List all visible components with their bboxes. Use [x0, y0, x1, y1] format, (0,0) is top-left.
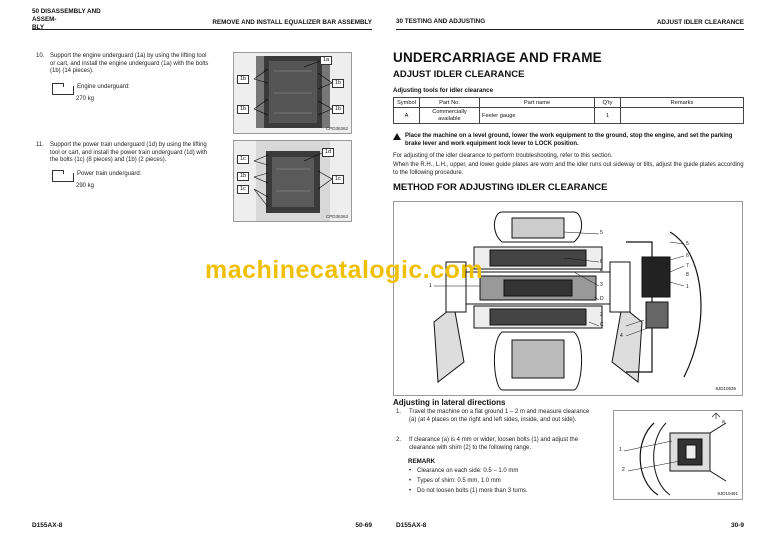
idler-lateral-figure [613, 410, 743, 500]
paragraph: When the R.H., L.H., upper, and lower guide plates are worn and the idler runs out sideway or tilts, adjust the guide plates according to the following procedure. [393, 162, 744, 176]
figure-label: D [600, 296, 604, 302]
label-1b: 1b [237, 105, 249, 114]
left-footer-page: 50-69 [355, 522, 372, 529]
section-subtitle: ADJUST IDLER CLEARANCE [393, 69, 525, 80]
idler-assembly-figure [393, 201, 743, 396]
list-number: 2. [396, 437, 402, 443]
label-1a: 1a [320, 56, 332, 65]
label-1b: 1b [332, 79, 344, 88]
figure-code: 9JD10535 [715, 386, 736, 391]
step-number: 11. [36, 142, 44, 148]
step-text: Support the power train underguard (1d) by using the lifting tool or cart, and install the power train underguard (1d) with the bolts (1c) (8 pieces) and (1b) (2 pieces). [50, 142, 208, 164]
step-11 [36, 142, 226, 172]
idler-assembly-drawing [394, 202, 743, 396]
figure-label: 2 [622, 467, 625, 473]
table-header-row [394, 98, 744, 108]
list-item [396, 409, 596, 433]
step-text: Support the engine underguard (1a) by using the lifting tool or cart, and install the engine underguard (1a) with the bolts (1b) (14 pieces). [50, 53, 209, 75]
figure-code: 9JD10491 [717, 491, 738, 496]
step-number: 10. [36, 53, 45, 59]
table-header: Q'ty [595, 98, 621, 108]
figure-label: 6 [600, 259, 603, 265]
watermark: machinecatalogic.com [205, 256, 484, 284]
label-1b: 1b [332, 105, 344, 114]
tools-heading: Adjusting tools for idler clearance [393, 87, 494, 94]
list-number: 1. [396, 409, 402, 415]
label-1c: 1c [237, 155, 249, 164]
table-header: Part No. [420, 98, 480, 108]
figure-label: C [600, 322, 604, 328]
figure-label: 4 [600, 268, 603, 274]
list-text: If clearance (a) is 4 mm or wider, loosen bolts (1) and adjust the clearance with shim (2) to the following range. [409, 437, 579, 451]
warning-icon [393, 133, 401, 140]
label-1b: 1b [237, 75, 249, 84]
table-header: Part name [480, 98, 595, 108]
figure-label: 1 [686, 284, 689, 290]
remark-heading: REMARK [408, 458, 436, 465]
weight-label: Power train underguard: [77, 171, 142, 177]
tools-table [393, 97, 744, 124]
table-header: Remarks [621, 98, 744, 108]
warning-text: Place the machine on a level ground, lower the work equipment to the ground, stop the engine, and set the parking brake lever and work equipment lock lever to LOCK position. [405, 133, 733, 147]
remark-item: • Types of shim: 0.5 mm, 1.0 mm [417, 478, 501, 484]
left-page-header [32, 8, 372, 30]
weight-icon [52, 86, 74, 95]
list-text: Travel the machine on a flat ground 1 – 2 m and measure clearance (a) (at 4 places on the right and left sides, inside, and out side). [409, 409, 590, 423]
weight-icon [52, 173, 74, 182]
weight-value: 270 kg [76, 96, 95, 102]
figure-code: CPD36363 [325, 214, 348, 219]
figure-label: 3 [600, 282, 603, 288]
figure-code: CPD36362 [325, 126, 348, 131]
table-row [394, 108, 744, 124]
table-cell: A [394, 108, 420, 124]
list-item [396, 437, 596, 453]
left-footer-model: D155AX-8 [32, 522, 63, 529]
warning-notice [393, 133, 747, 148]
figure-label: 4 [620, 333, 623, 339]
figure-label: 6 [686, 253, 689, 259]
lateral-heading: Adjusting in lateral directions [393, 398, 506, 407]
figure-label: 7 [686, 263, 689, 269]
remark-item: • Do not loosen bolts (1) more than 3 turns. [417, 488, 528, 494]
weight-value: 290 kg [76, 183, 95, 189]
weight-label: Engine underguard: [77, 84, 130, 90]
right-header-section: 30 TESTING AND ADJUSTING [396, 18, 486, 25]
engine-underguard-figure [233, 52, 352, 134]
method-heading: METHOD FOR ADJUSTING IDLER CLEARANCE [393, 182, 608, 193]
paragraph: For adjusting of the idler clearance to perform troubleshooting, refer to this section. [393, 153, 613, 159]
table-cell [621, 108, 744, 124]
table-cell: Feeler gauge [480, 108, 595, 124]
left-header-title: REMOVE AND INSTALL EQUALIZER BAR ASSEMBLY [212, 19, 372, 26]
section-title: UNDERCARRIAGE AND FRAME [393, 50, 602, 65]
label-1c: 1c [332, 175, 344, 184]
figure-label: 1 [619, 447, 622, 453]
figure-label: a [722, 419, 725, 425]
right-footer-model: D155AX-8 [396, 522, 427, 529]
table-cell: 1 [595, 108, 621, 124]
right-page-header [396, 8, 744, 30]
figure-label: 5 [600, 230, 603, 236]
figure-label: 2 [600, 312, 603, 318]
right-footer-page: 30-9 [730, 522, 744, 529]
table-cell: Commercially available [420, 108, 480, 124]
figure-label: 1 [429, 283, 432, 289]
figure-label: 8 [686, 272, 689, 278]
label-1c: 1c [237, 185, 249, 194]
power-train-underguard-figure [233, 140, 352, 222]
step-10 [36, 53, 226, 83]
left-header-section: 50 DISASSEMBLY AND ASSEM- BLY [32, 8, 101, 31]
remark-item: • Clearance on each side: 0.5 – 1.0 mm [417, 468, 518, 474]
figure-label: 5 [686, 241, 689, 247]
label-1d: 1d [322, 148, 334, 157]
right-header-title: ADJUST IDLER CLEARANCE [656, 19, 744, 26]
engine-underguard-drawing [234, 53, 352, 134]
table-header: Symbol [394, 98, 420, 108]
label-1b: 1b [237, 172, 249, 181]
